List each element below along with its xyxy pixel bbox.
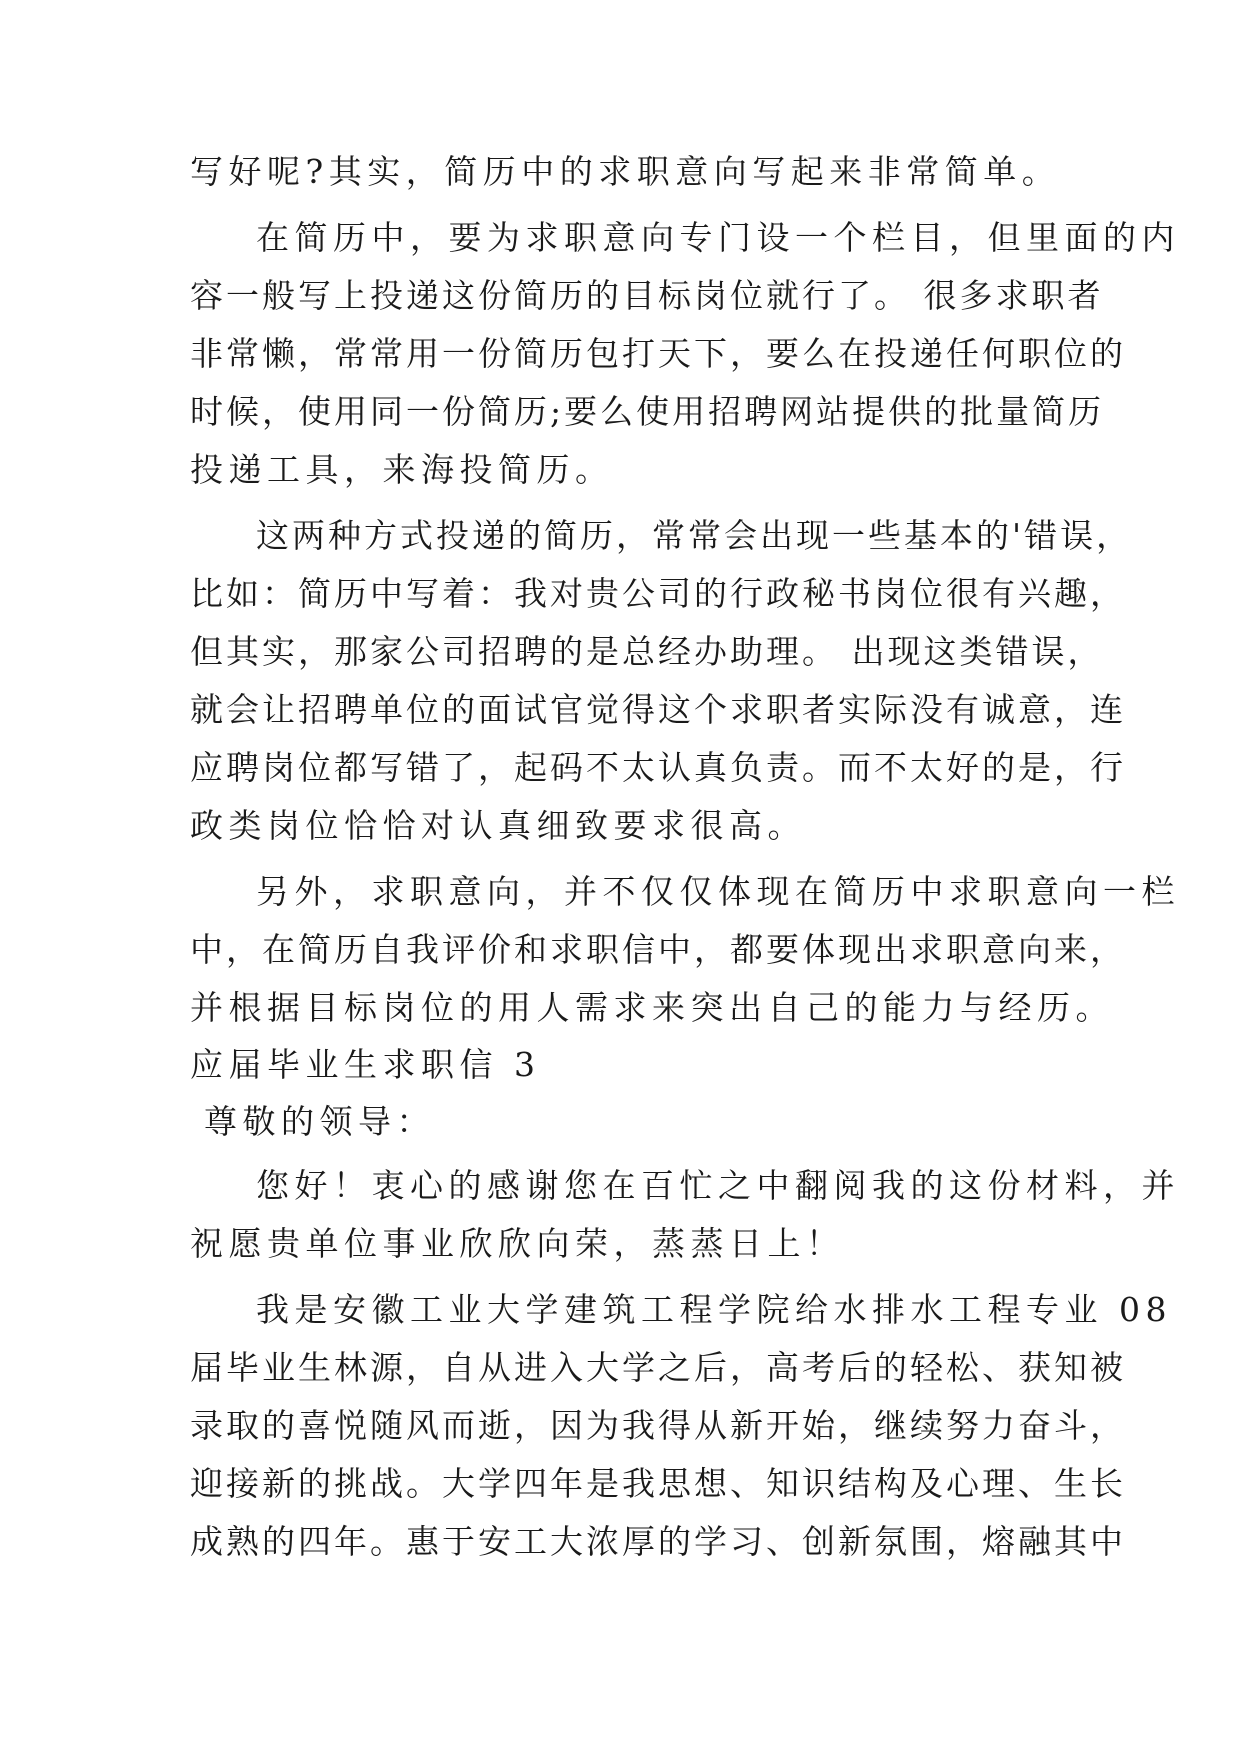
paragraph-start-line: 我是安徽工业大学建筑工程学院给水排水工程专业 08 — [256, 1290, 1172, 1329]
text-line: 就会让招聘单位的面试官觉得这个求职者实际没有诚意，连 — [190, 690, 1126, 729]
text-line: 非常懒，常常用一份简历包打天下，要么在投递任何职位的 — [190, 334, 1126, 373]
text-line: 届毕业生林源，自从进入大学之后，高考后的轻松、获知被 — [190, 1348, 1126, 1387]
text-line: 容一般写上投递这份简历的目标岗位就行了。 很多求职者 — [190, 276, 1104, 315]
text-line: 中，在简历自我评价和求职信中，都要体现出求职意向来， — [190, 930, 1126, 969]
text-line: 迎接新的挑战。大学四年是我思想、知识结构及心理、生长 — [190, 1464, 1126, 1503]
text-line: 政类岗位恰恰对认真细致要求很高。 — [190, 806, 806, 845]
text-line: 应聘岗位都写错了，起码不太认真负责。而不太好的是，行 — [190, 748, 1126, 787]
text-line: 投递工具，来海投简历。 — [190, 450, 614, 489]
section-heading: 应届毕业生求职信 3 — [190, 1045, 541, 1084]
text-line: 时候，使用同一份简历;要么使用招聘网站提供的批量简历 — [190, 392, 1105, 431]
text-line: 并根据目标岗位的用人需求来突出自己的能力与经历。 — [190, 988, 1114, 1027]
text-line: 祝愿贵单位事业欣欣向荣，蒸蒸日上！ — [190, 1224, 845, 1263]
salutation: 尊敬的领导： — [204, 1102, 435, 1141]
paragraph-start-line: 您好！衷心的感谢您在百忙之中翻阅我的这份材料，并 — [256, 1166, 1180, 1205]
paragraph-start-line: 在简历中，要为求职意向专门设一个栏目，但里面的内 — [256, 218, 1180, 257]
text-line: 写好呢?其实，简历中的求职意向写起来非常简单。 — [190, 152, 1061, 191]
paragraph-start-line: 另外，求职意向，并不仅仅体现在简历中求职意向一栏 — [256, 872, 1180, 911]
text-line: 但其实，那家公司招聘的是总经办助理。 出现这类错误， — [190, 632, 1104, 671]
text-line: 成熟的四年。惠于安工大浓厚的学习、创新氛围，熔融其中 — [190, 1522, 1126, 1561]
text-line: 比如：简历中写着：我对贵公司的行政秘书岗位很有兴趣， — [190, 574, 1126, 613]
paragraph-start-line: 这两种方式投递的简历，常常会出现一些基本的'错误， — [256, 516, 1133, 555]
text-line: 录取的喜悦随风而逝，因为我得从新开始，继续努力奋斗， — [190, 1406, 1126, 1445]
